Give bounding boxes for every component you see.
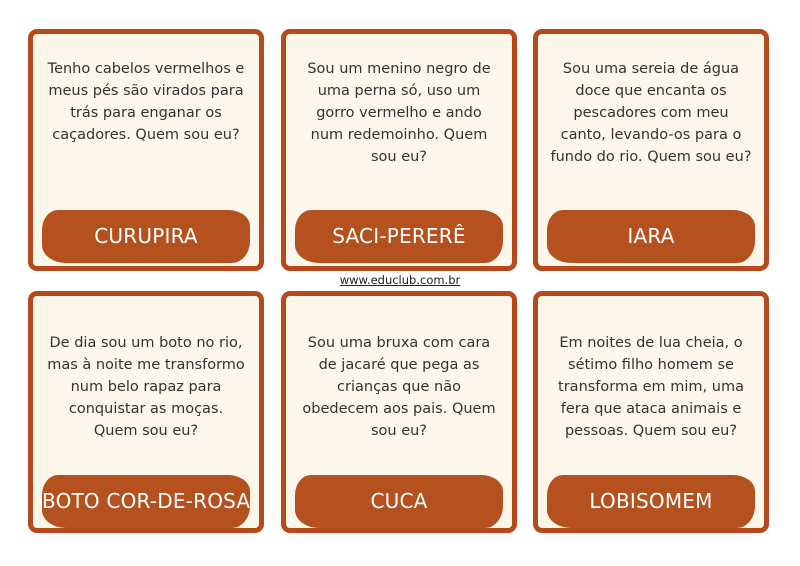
riddle-text: Sou uma sereia de água doce que encanta os pescadores com meu canto, levando-os para o fundo do rio. Quem sou eu? bbox=[550, 61, 752, 165]
riddle-card-saci-perere bbox=[281, 29, 517, 271]
riddle-text: Tenho cabelos vermelhos e meus pés são virados para trás para enganar os caçadores. Quem sou eu? bbox=[47, 61, 245, 143]
riddle-text: Sou um menino negro de uma perna só, uso um gorro vermelho e ando num redemoinho. Quem sou eu? bbox=[307, 61, 491, 165]
answer-banner: SACI-PERERÊ bbox=[295, 210, 503, 263]
website-link[interactable]: www.educlub.com.br bbox=[339, 273, 461, 287]
answer-banner: CUCA bbox=[295, 475, 503, 528]
riddle-card-lobisomem bbox=[533, 291, 769, 533]
answer-banner: CURUPIRA bbox=[42, 210, 250, 263]
answer-banner: BOTO COR-DE-ROSA bbox=[42, 475, 250, 528]
riddle-text: Sou uma bruxa com cara de jacaré que pega as crianças que não obedecem aos pais. Quem sou eu? bbox=[302, 335, 496, 439]
riddle-card-iara bbox=[533, 29, 769, 271]
answer-banner: IARA bbox=[547, 210, 755, 263]
riddle-card-boto-cor-de-rosa bbox=[28, 291, 264, 533]
answer-banner: LOBISOMEM bbox=[547, 475, 755, 528]
riddle-card-curupira bbox=[28, 29, 264, 271]
riddle-text: Em noites de lua cheia, o sétimo filho homem se transforma em mim, uma fera que ataca animais e pessoas. Quem sou eu? bbox=[558, 335, 744, 439]
riddle-card-cuca bbox=[281, 291, 517, 533]
riddle-text: De dia sou um boto no rio, mas à noite me transformo num belo rapaz para conquistar as moças. Quem sou eu? bbox=[47, 335, 245, 439]
